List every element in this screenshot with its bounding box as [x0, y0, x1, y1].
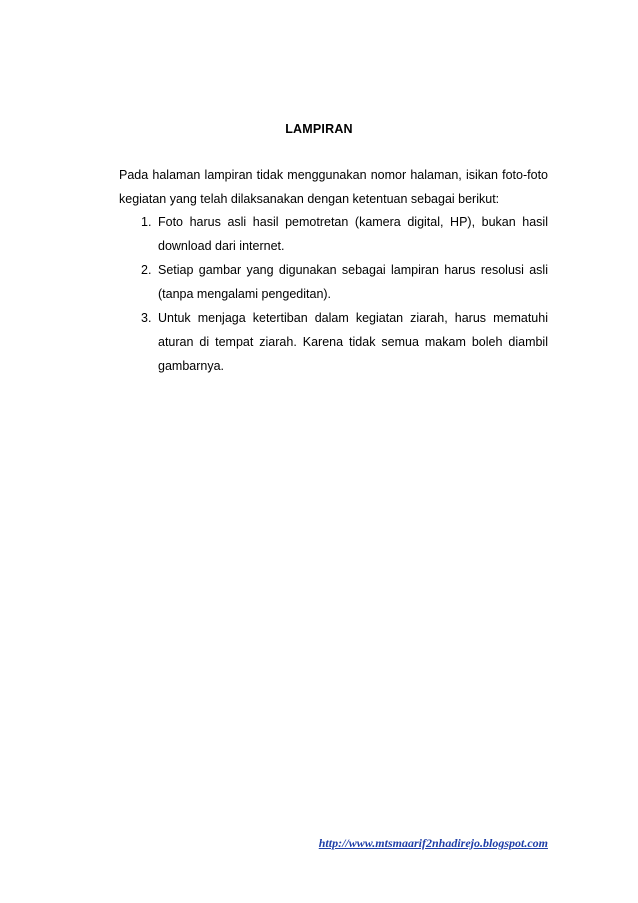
list-item-text: Foto harus asli hasil pemotretan (kamera digital, HP), bukan hasil download dari internet.	[158, 215, 548, 253]
list-item	[119, 258, 548, 306]
footer-blog-link[interactable]: http://www.mtsmaarif2nhadirejo.blogspot.com	[318, 836, 548, 850]
list-item-text: Untuk menjaga ketertiban dalam kegiatan ziarah, harus mematuhi aturan di tempat ziarah. Karena tidak semua makam boleh diambil gambarnya.	[158, 311, 548, 373]
list-item-number: 2.	[141, 263, 152, 277]
page-title: LAMPIRAN	[285, 122, 353, 136]
requirements-list	[119, 210, 548, 378]
intro-paragraph: Pada halaman lampiran tidak menggunakan nomor halaman, isikan foto-foto kegiatan yang telah dilaksanakan dengan ketentuan sebagai berikut:	[119, 168, 548, 206]
list-item-number: 1.	[141, 215, 152, 229]
list-item	[119, 306, 548, 378]
list-item	[119, 210, 548, 258]
list-item-number: 3.	[141, 311, 152, 325]
list-item-text: Setiap gambar yang digunakan sebagai lampiran harus resolusi asli (tanpa mengalami pengeditan).	[158, 263, 548, 301]
